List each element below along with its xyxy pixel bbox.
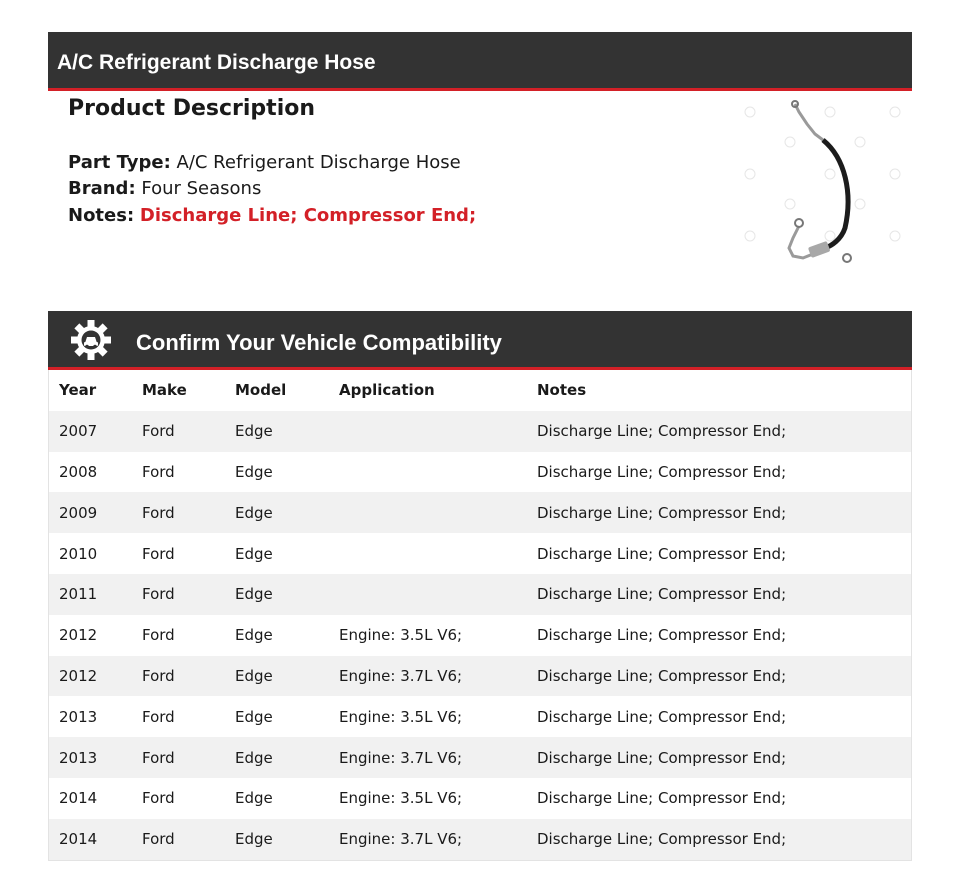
table-row bbox=[49, 737, 911, 778]
brand-line bbox=[68, 178, 261, 199]
compatibility-table bbox=[49, 370, 911, 860]
cell-make: Ford bbox=[142, 585, 175, 604]
product-title-bar bbox=[48, 32, 912, 91]
cell-notes: Discharge Line; Compressor End; bbox=[537, 748, 787, 767]
cell-notes: Discharge Line; Compressor End; bbox=[537, 585, 787, 604]
cell-model: Edge bbox=[235, 626, 273, 645]
cell-notes: Discharge Line; Compressor End; bbox=[537, 503, 787, 522]
cell-model: Edge bbox=[235, 462, 273, 481]
cell-make: Ford bbox=[142, 503, 175, 522]
cell-model: Edge bbox=[235, 707, 273, 726]
table-row bbox=[49, 778, 911, 819]
gear-car-icon bbox=[70, 319, 112, 361]
cell-year: 2009 bbox=[59, 503, 98, 522]
cell-model: Edge bbox=[235, 503, 273, 522]
cell-make: Ford bbox=[142, 462, 175, 481]
cell-model: Edge bbox=[235, 544, 273, 563]
cell-make: Ford bbox=[142, 748, 175, 767]
cell-make: Ford bbox=[142, 666, 175, 685]
cell-model: Edge bbox=[235, 830, 273, 849]
table-row bbox=[49, 452, 911, 493]
table-row bbox=[49, 819, 911, 860]
table-row bbox=[49, 574, 911, 615]
cell-notes: Discharge Line; Compressor End; bbox=[537, 422, 787, 441]
cell-application: Engine: 3.5L V6; bbox=[339, 707, 463, 726]
brand-value: Four Seasons bbox=[141, 178, 262, 199]
cell-notes: Discharge Line; Compressor End; bbox=[537, 544, 787, 563]
cell-notes: Discharge Line; Compressor End; bbox=[537, 707, 787, 726]
table-row bbox=[49, 656, 911, 697]
cell-year: 2011 bbox=[59, 585, 98, 604]
cell-model: Edge bbox=[235, 748, 273, 767]
cell-make: Ford bbox=[142, 830, 175, 849]
cell-application bbox=[329, 492, 527, 533]
cell-year: 2012 bbox=[59, 626, 98, 645]
table-row bbox=[49, 492, 911, 533]
compatibility-title: Confirm Your Vehicle Compatibility bbox=[136, 330, 502, 355]
cell-application: Engine: 3.5L V6; bbox=[339, 789, 463, 808]
cell-make: Ford bbox=[142, 626, 175, 645]
cell-make: Ford bbox=[142, 544, 175, 563]
cell-model: Edge bbox=[235, 789, 273, 808]
cell-model: Edge bbox=[235, 422, 273, 441]
cell-notes: Discharge Line; Compressor End; bbox=[537, 666, 787, 685]
cell-year: 2012 bbox=[59, 666, 98, 685]
column-header-model: Model bbox=[225, 370, 329, 411]
compatibility-header-bar bbox=[48, 311, 912, 370]
column-header-make: Make bbox=[132, 370, 225, 411]
cell-model: Edge bbox=[235, 666, 273, 685]
table-row bbox=[49, 615, 911, 656]
notes-value: Discharge Line; Compressor End; bbox=[139, 205, 477, 226]
table-row bbox=[49, 411, 911, 452]
product-description-heading: Product Description bbox=[68, 96, 316, 121]
cell-application: Engine: 3.7L V6; bbox=[339, 666, 463, 685]
cell-year: 2013 bbox=[59, 707, 98, 726]
cell-year: 2014 bbox=[59, 830, 98, 849]
cell-application: Engine: 3.7L V6; bbox=[339, 830, 463, 849]
product-title: A/C Refrigerant Discharge Hose bbox=[57, 51, 376, 74]
cell-notes: Discharge Line; Compressor End; bbox=[537, 789, 787, 808]
cell-application bbox=[329, 452, 527, 493]
cell-make: Ford bbox=[142, 422, 175, 441]
cell-year: 2007 bbox=[59, 422, 98, 441]
cell-application: Engine: 3.7L V6; bbox=[339, 748, 463, 767]
cell-notes: Discharge Line; Compressor End; bbox=[537, 462, 787, 481]
cell-application: Engine: 3.5L V6; bbox=[339, 626, 463, 645]
cell-application bbox=[329, 411, 527, 452]
column-header-year: Year bbox=[49, 370, 132, 411]
cell-year: 2013 bbox=[59, 748, 98, 767]
cell-application bbox=[329, 533, 527, 574]
brand-label: Brand: bbox=[68, 178, 136, 199]
cell-notes: Discharge Line; Compressor End; bbox=[537, 830, 787, 849]
notes-line bbox=[68, 205, 476, 226]
part-type-label: Part Type: bbox=[68, 152, 171, 173]
cell-notes: Discharge Line; Compressor End; bbox=[537, 626, 787, 645]
table-row bbox=[49, 696, 911, 737]
notes-label: Notes: bbox=[68, 205, 135, 226]
ac-hose-image bbox=[735, 98, 910, 278]
cell-make: Ford bbox=[142, 707, 175, 726]
table-header-row bbox=[49, 370, 911, 411]
column-header-notes: Notes bbox=[527, 370, 911, 411]
table-row bbox=[49, 533, 911, 574]
part-type-line bbox=[68, 152, 461, 173]
cell-year: 2014 bbox=[59, 789, 98, 808]
cell-year: 2008 bbox=[59, 462, 98, 481]
cell-make: Ford bbox=[142, 789, 175, 808]
compatibility-table-container bbox=[48, 370, 912, 861]
cell-year: 2010 bbox=[59, 544, 98, 563]
column-header-application: Application bbox=[329, 370, 527, 411]
cell-model: Edge bbox=[235, 585, 273, 604]
cell-application bbox=[329, 574, 527, 615]
part-type-value: A/C Refrigerant Discharge Hose bbox=[176, 152, 461, 173]
